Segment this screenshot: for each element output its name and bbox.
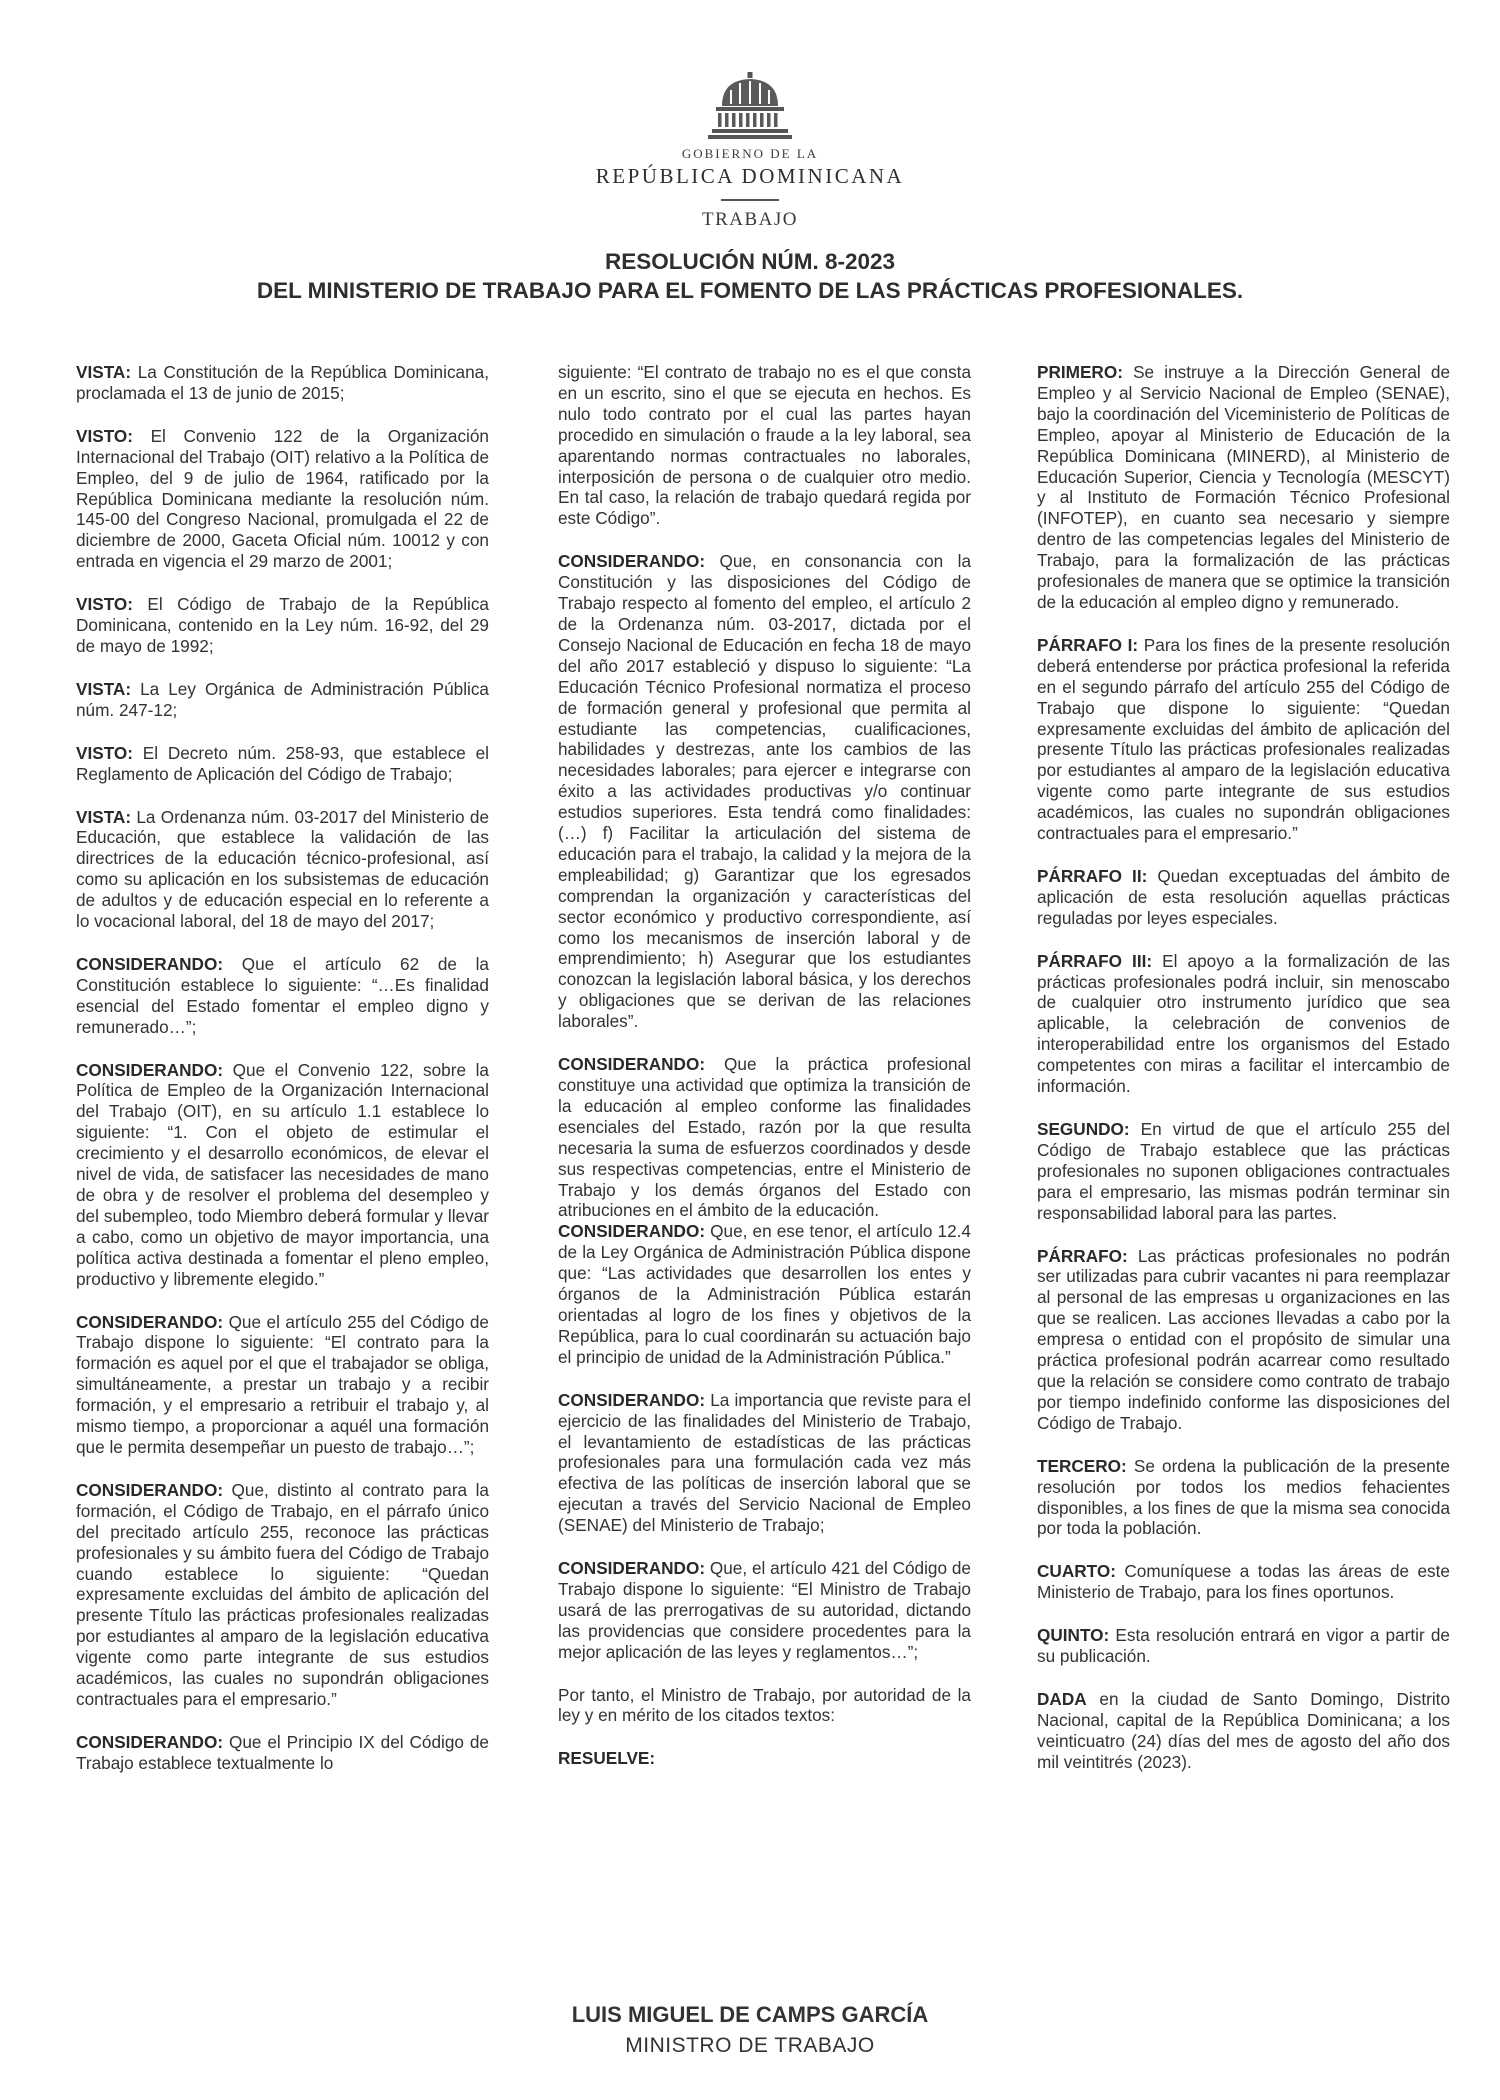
paragraph <box>76 362 489 404</box>
paragraph <box>76 1480 489 1710</box>
paragraph <box>1037 866 1450 929</box>
ministry-name: TRABAJO <box>701 209 798 230</box>
paragraph-label: PÁRRAFO I: <box>1037 634 1139 655</box>
paragraph <box>1037 1246 1450 1434</box>
paragraph-text: Que el Principio IX del Código de Trabajo establece textualmente lo <box>76 1731 489 1773</box>
paragraph-label: VISTO: <box>76 594 133 615</box>
paragraph-text: El Código de Trabajo de la República Dominicana, contenido en la Ley núm. 16-92, del 29 de mayo de 1992; <box>76 594 489 656</box>
paragraph-text: Se instruye a la Dirección General de Empleo y al Servicio Nacional de Empleo (SENAE), bajo la coordinación del Viceministerio de Políticas de Empleo, apoyar al Ministerio de Educación de la República Dominicana (MINERD), al Ministerio de Educación Superior, Ciencia y Tecnología (MESCYT) y al Instituto de Formación Técnico Profesional (INFOTEP), en cuanto sea necesario y siempre dentro de las competencias legales del Ministerio de Trabajo, para la formalización de las prácticas profesionales de manera que se optimice la transición de la educación al empleo digno y remunerado. <box>1037 362 1450 612</box>
paragraph-label: VISTO: <box>76 425 133 446</box>
paragraph-label: CONSIDERANDO: <box>76 1059 224 1080</box>
paragraph <box>558 1390 971 1536</box>
paragraph-text: Que la práctica profesional constituye una actividad que optimiza la transición de la educación al empleo conforme las finalidades esenciales del Estado, razón por la que resulta necesaria la suma de esfuerzos coordinados y desde sus respectivas competencias, entre el Ministerio de Trabajo y los demás órganos del Estado con atribuciones en el ámbito de la educación. <box>558 1054 971 1221</box>
paragraph-text: Para los fines de la presente resolución deberá entenderse por práctica profesional la referida en el segundo párrafo del artículo 255 del Código de Trabajo que dispone lo siguiente: “Quedan expresamente excluidas del ámbito de aplicación del presente Título las prácticas profesionales realizadas por estudiantes al amparo de la legislación educativa vigente como parte integrante de sus estudios académicos, las cuales no supondrán obligaciones contractuales para el empresario.” <box>1037 634 1450 844</box>
paragraph-text: Comuníquese a todas las áreas de este Ministerio de Trabajo, para los fines oportunos. <box>1037 1561 1450 1603</box>
paragraph <box>76 807 489 932</box>
paragraph-text: Que el artículo 62 de la Constitución establece lo siguiente: “…Es finalidad esencial del Estado fomentar el empleo digno y remunerado…”; <box>76 953 489 1037</box>
paragraph-text: Que, el artículo 421 del Código de Trabajo dispone lo siguiente: “El Ministro de Trabajo usará de las prerrogativas de su autoridad, dictando las providencias que considere procedentes para la mejor aplicación de las leyes y reglamentos…”; <box>558 1558 971 1662</box>
paragraph-label: PÁRRAFO III: <box>1037 950 1153 971</box>
paragraph <box>1037 362 1450 613</box>
signature-block <box>0 2002 1500 2058</box>
dome-emblem-icon <box>700 72 800 140</box>
paragraph-text: Que el Convenio 122, sobre la Política de Empleo de la Organización Internacional del Trabajo (OIT), en su artículo 1.1 establece lo siguiente: “1. Con el objeto de estimular el crecimiento y el desarrollo económicos, de elevar el nivel de vida, de satisfacer las necesidades de mano de obra y de resolver el problema del desempleo y del subempleo, todo Miembro deberá formular y llevar a cabo, como un objetivo de mayor importancia, una política activa destinada a fomentar el pleno empleo, productivo y libremente elegido.” <box>76 1059 489 1289</box>
paragraph-text: El Decreto núm. 258-93, que establece el Reglamento de Aplicación del Código de Trabajo; <box>76 742 489 784</box>
signatory-name: LUIS MIGUEL DE CAMPS GARCÍA <box>571 2002 929 2027</box>
paragraph-text: El Convenio 122 de la Organización Internacional del Trabajo (OIT) relativo a la Política de Empleo, del 9 de julio de 1964, ratificado por la República Dominicana mediante la resolución núm. 145-00 del Congreso Nacional, promulgada el 22 de diciembre de 2000, Gaceta Oficial núm. 10012 y con entrada en vigencia el 29 marzo de 2001; <box>76 425 489 572</box>
paragraph <box>558 362 971 529</box>
paragraph-label: VISTA: <box>76 806 132 827</box>
paragraph <box>1037 635 1450 844</box>
paragraph <box>558 1748 971 1769</box>
paragraph <box>558 1221 971 1367</box>
paragraph <box>1037 951 1450 1097</box>
column-1 <box>76 362 489 1796</box>
paragraph-text: Quedan exceptuadas del ámbito de aplicación de esta resolución aquellas prácticas reguladas por leyes especiales. <box>1037 865 1451 928</box>
paragraph-label: QUINTO: <box>1037 1625 1110 1646</box>
paragraph-label: PÁRRAFO: <box>1037 1245 1128 1266</box>
paragraph-label: VISTA: <box>76 362 132 382</box>
paragraph <box>76 1060 489 1290</box>
paragraph-text: Que, distinto al contrato para la formación, el Código de Trabajo, en el párrafo único del precitado artículo 255, reconoce las prácticas profesionales y su ámbito fuera del Código de Trabajo cuando establece lo siguiente: “Quedan expresamente excluidas del ámbito de aplicación del presente Título las prácticas profesionales realizadas por estudiantes al amparo de la legislación educativa vigente como parte integrante de sus estudios académicos, las cuales no supondrán obligaciones contractuales para el empresario.” <box>76 1479 489 1709</box>
paragraph-label: SEGUNDO: <box>1037 1119 1130 1139</box>
resolution-title <box>0 247 1500 305</box>
paragraph <box>1037 1689 1450 1773</box>
paragraph-label: CONSIDERANDO: <box>76 1479 224 1500</box>
paragraph-text: El apoyo a la formalización de las prácticas profesionales podrá incluir, sin menoscabo de cualquier otro instrumento jurídico que sea aplicable, la celebración de convenios de interoperabilidad entre los organismos del Estado competentes con miras a facilitar el intercambio de información. <box>1037 950 1450 1097</box>
paragraph-label: CUARTO: <box>1037 1561 1116 1582</box>
paragraph-label: CONSIDERANDO: <box>76 1731 224 1752</box>
paragraph <box>76 426 489 572</box>
paragraph-label: PRIMERO: <box>1037 362 1123 382</box>
government-logo <box>0 72 1500 140</box>
paragraph-label: CONSIDERANDO: <box>558 551 706 572</box>
paragraph-text: Que, en consonancia con la Constitución y las disposiciones del Código de Trabajo respecto al fomento del empleo, el artículo 2 de la Ordenanza núm. 03-2017, dictada por el Consejo Nacional de Educación en fecha 18 de mayo del año 2017 estableció y dispuso lo siguiente: “La Educación Técnico Profesional normatiza el proceso de formación general y profesional que permita al estudiante las competencias, cualificaciones, habilidades y destrezas, ante los cambios de las necesidades laborales; para ejercer e integrarse con éxito a las actividades productivas y/o continuar estudios superiores. Esta tendrá como finalidades: (…) f) Facilitar la articulación del sistema de educación para el trabajo, la calidad y la mejora de la empleabilidad; g) Garantizar que los egresados comprendan la organización y características del sector económico y productivo correspondiente, así como los mecanismos de inserción laboral y de emprendimiento; h) Asegurar que los estudiantes conozcan la legislación laboral básica, y los derechos y obligaciones que se derivan de las relaciones laborales”. <box>558 551 971 1032</box>
paragraph-text: Se ordena la publicación de la presente resolución por todos los medios fehacientes disponibles, a los fines de que la misma sea conocida por toda la población. <box>1037 1455 1450 1539</box>
paragraph <box>558 1054 971 1221</box>
paragraph <box>76 679 489 721</box>
paragraph-text: Por tanto, el Ministro de Trabajo, por autoridad de la ley y en mérito de los citados textos: <box>558 1684 971 1726</box>
gov-line1: GOBIERNO DE LA <box>681 146 819 161</box>
title-line2: DEL MINISTERIO DE TRABAJO PARA EL FOMENTO DE LAS PRÁCTICAS PROFESIONALES. <box>256 278 1244 303</box>
paragraph <box>1037 1561 1450 1603</box>
paragraph-text: La Ley Orgánica de Administración Pública núm. 247-12; <box>76 678 489 720</box>
paragraph-label: CONSIDERANDO: <box>558 1054 706 1075</box>
gov-line2: REPÚBLICA DOMINICANA <box>595 164 905 188</box>
paragraph-text: Que, en ese tenor, el artículo 12.4 de la Ley Orgánica de Administración Pública dispone que: “Las actividades que desarrollen los entes y órganos de la Administración Pública estarán orientadas al logro de los fines y objetivos de la República, para lo cual coordinarán su actuación bajo el principio de unidad de la Administración Pública.” <box>558 1221 971 1367</box>
signatory-role: MINISTRO DE TRABAJO <box>625 2034 875 2057</box>
paragraph <box>76 1732 489 1774</box>
paragraph <box>1037 1119 1450 1224</box>
title-line1: RESOLUCIÓN NÚM. 8-2023 <box>604 249 896 274</box>
paragraph-text: Que el artículo 255 del Código de Trabajo dispone lo siguiente: “El contrato para la formación es aquel por el que el trabajador se obliga, simultáneamente, a prestar un trabajo y a recibir formación, y el empresario a retribuir el trabajo y, al mismo tiempo, a proporcionar a aquél una formación que le permita desempeñar un puesto de trabajo…”; <box>76 1311 489 1457</box>
paragraph-label: CONSIDERANDO: <box>76 1311 224 1332</box>
paragraph-text: La Constitución de la República Dominicana, proclamada el 13 de junio de 2015; <box>76 362 489 403</box>
paragraph <box>1037 1625 1450 1667</box>
document-header <box>0 72 1500 231</box>
paragraph-label: CONSIDERANDO: <box>558 1221 706 1242</box>
paragraph-text: siguiente: “El contrato de trabajo no es el que consta en un escrito, sino el que se ejecuta en hechos. Es nulo todo contrato por el cual las partes hayan procedido en simulación o fraude a la ley laboral, sea aparentando normas contractuales no laborales, interposición de persona o de cualquier otro medio. En tal caso, la relación de trabajo quedará regida por este Código”. <box>558 362 971 529</box>
paragraph-label: TERCERO: <box>1037 1455 1127 1476</box>
paragraph-label: CONSIDERANDO: <box>558 1389 706 1410</box>
paragraph <box>558 551 971 1032</box>
paragraph <box>558 1685 971 1727</box>
column-2 <box>558 362 971 1791</box>
paragraph-text: La Ordenanza núm. 03-2017 del Ministerio de Educación, que establece la validación de las directrices de la educación técnico-profesional, así como su aplicación en los subsistemas de educación de adultos y de educación especial en lo referente a lo vocacional laboral, del 18 de mayo del 2017; <box>76 806 489 932</box>
paragraph-label: CONSIDERANDO: <box>76 953 224 974</box>
paragraph-text: Las prácticas profesionales no podrán ser utilizadas para cubrir vacantes ni para reemplazar al personal de las empresas u organizaciones en las que se realicen. Las acciones llevadas a cabo por la empresa o entidad con el propósito de simular una práctica profesional podrán acarrear como resultado que la relación se considere como contrato de trabajo por tiempo indefinido conforme las disposiciones del Código de Trabajo. <box>1037 1245 1450 1433</box>
paragraph-text: En virtud de que el artículo 255 del Código de Trabajo establece que las prácticas profesionales no suponen obligaciones contractuales para el empresario, las mismas podrán terminar sin responsabilidad laboral para las partes. <box>1037 1119 1450 1223</box>
paragraph <box>76 1312 489 1458</box>
column-3 <box>1037 362 1450 1795</box>
paragraph-text: Esta resolución entrará en vigor a partir de su publicación. <box>1037 1625 1450 1667</box>
paragraph-label: VISTA: <box>76 678 132 699</box>
header-divider <box>721 199 779 201</box>
paragraph-label: CONSIDERANDO: <box>558 1558 706 1579</box>
paragraph-label: DADA <box>1037 1688 1087 1709</box>
paragraph <box>1037 1456 1450 1540</box>
paragraph <box>558 1558 971 1663</box>
paragraph <box>76 594 489 657</box>
paragraph-label: RESUELVE: <box>558 1748 656 1769</box>
paragraph <box>76 954 489 1038</box>
paragraph-label: VISTO: <box>76 742 133 763</box>
paragraph-text: La importancia que reviste para el ejercicio de las finalidades del Ministerio de Trabajo, el levantamiento de estadísticas de las prácticas profesionales para una formulación cada vez más efectiva de las políticas de inserción laboral que se ejecutan a través del Servicio Nacional de Empleo (SENAE) del Ministerio de Trabajo; <box>558 1389 971 1536</box>
paragraph-label: PÁRRAFO II: <box>1037 865 1148 886</box>
paragraph-text: en la ciudad de Santo Domingo, Distrito Nacional, capital de la República Dominicana; a los veinticuatro (24) días del mes de agosto del año dos mil veintitrés (2023). <box>1037 1688 1450 1772</box>
paragraph <box>76 743 489 785</box>
